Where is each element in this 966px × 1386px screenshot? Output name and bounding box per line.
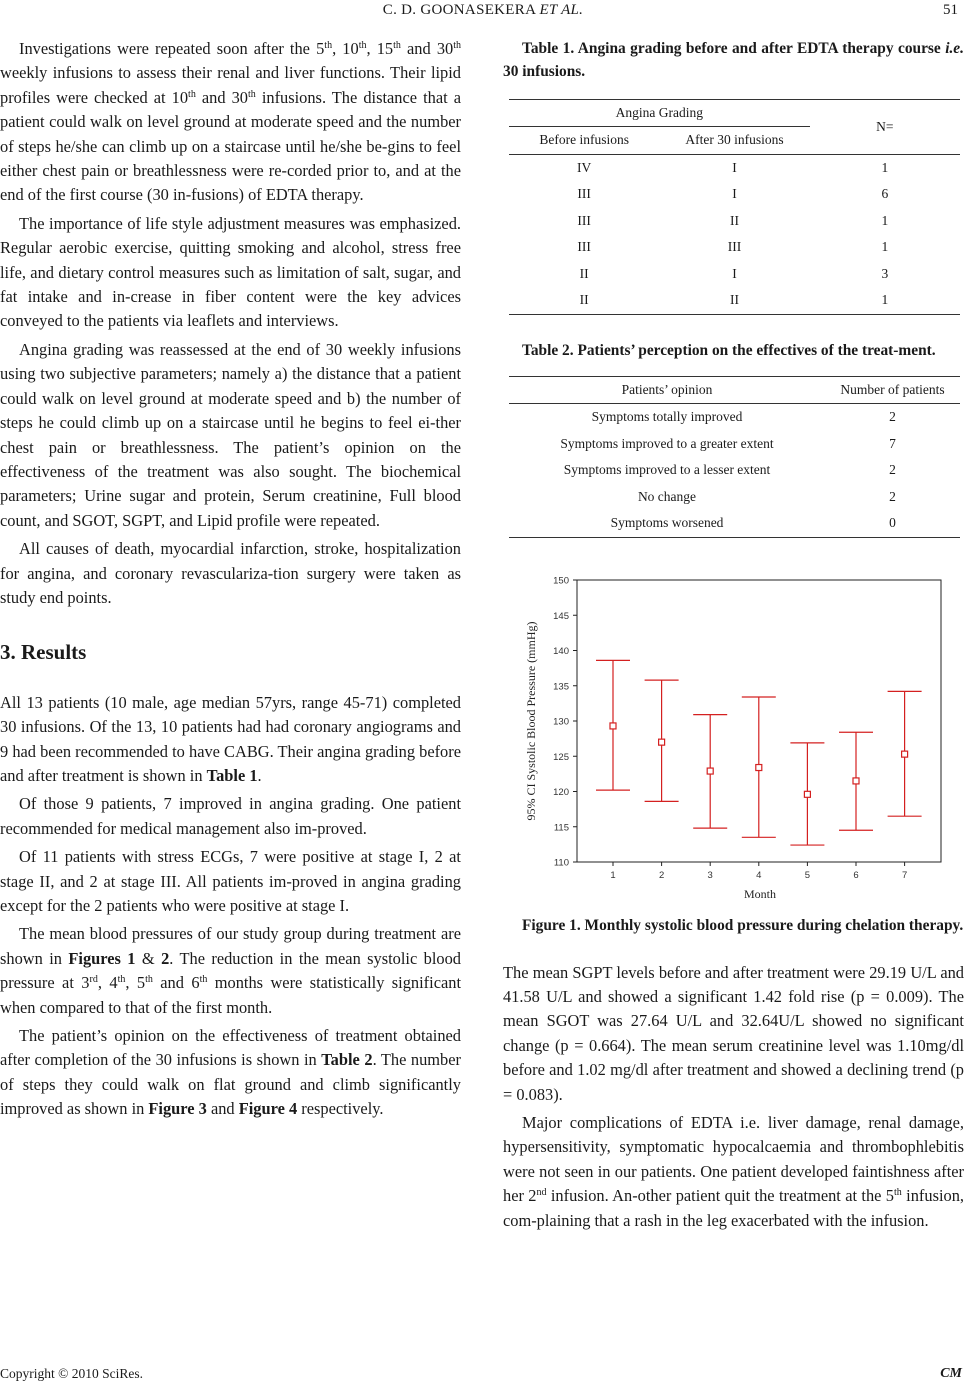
mean-marker (853, 777, 859, 783)
table2-caption: Table 2. Patients’ perception on the effectives of the treat-ment. (522, 341, 936, 359)
paragraph-stress-ecg: Of 11 patients with stress ECGs, 7 were positive at stage I, 2 at stage II, and 2 at stage III. All patients im-proved in angina grading except for the 2 patients who were positive at stage I. (0, 847, 461, 915)
mean-marker (902, 751, 908, 757)
table2-col-count: Number of patients (825, 376, 960, 404)
table2-row (509, 457, 960, 484)
table1-row (509, 261, 960, 288)
x-tick-label: 1 (610, 869, 616, 881)
table2-cell: 2 (889, 462, 896, 478)
table2-cell: Symptoms improved to a greater extent (560, 435, 774, 451)
y-tick-label: 130 (553, 716, 569, 727)
table2-cell: 0 (825, 510, 960, 537)
table1-cell: I (732, 265, 737, 281)
table1-header-row (509, 100, 960, 127)
mean-marker (804, 791, 810, 797)
table2-col-opinion: Patients’ opinion (509, 376, 825, 404)
mean-marker (756, 764, 762, 770)
table1-col-after: After 30 infusions (659, 127, 809, 155)
x-tick-label: 2 (658, 869, 665, 881)
mean-marker (707, 768, 713, 774)
mean-marker (610, 722, 616, 728)
mean-marker (659, 739, 665, 745)
running-title-etal: ET AL. (539, 2, 584, 18)
footer-journal: CM (940, 1366, 962, 1381)
table2-row (509, 484, 960, 511)
paragraph-opinion: The patient’s opinion on the effectiveness of treatment obtained after completion of the 30 infusions is shown in Table 2. The number of steps they could walk on flat ground and climb significantly improved as shown in Figure 3 and Figure 4 respectively. (0, 1026, 461, 1119)
x-tick-label: 3 (707, 869, 713, 881)
paragraph-investigations: Investigations were repeated soon after the 5th, 10th, 15th and 30th weekly infusions to assess their renal and liver functions. Their lipid profiles were checked at 10th and 30th infusions. The distance that a patient could walk on level ground at moderate speed and the number of steps he/she can climb up on a staircase until he/she be-gins to feel either chest pain or breathlessness were re-corded prior to, and at the end of the first course (30 in-fusions) of EDTA therapy. (0, 39, 461, 205)
running-title-authors: C. D. GOONASEKERA (382, 2, 536, 18)
paragraph-end-points: All causes of death, myocardial infarction, stroke, hospitalization for angina, and coronary revasculariza-tion surgery were taken as study end points. (0, 539, 461, 607)
paragraph-blood-pressure: The mean blood pressures of our study group during treatment are shown in Figures 1 & 2. The reduction in the mean systolic blood pressure at 3rd, 4th, 5th and 6th months were statistically significant when compared to that of the first month. (0, 924, 462, 1017)
y-tick-label: 115 (553, 821, 569, 833)
table1-row (509, 234, 960, 261)
x-tick-label: 4 (756, 869, 762, 881)
table1-cell: II (729, 212, 739, 228)
table2-cell: 2 (889, 488, 896, 504)
table1-cell: I (732, 186, 737, 202)
x-tick-label: 6 (853, 869, 859, 881)
paragraph-lifestyle: The importance of life style adjustment measures was emphasized. Regular aerobic exercise, quitting smoking and alcohol, stress free life, and dietary control measures such as limitation of salt, sugar, and fat intake and in-crease in fiber content were the key advices conveyed to the patients via leaflets and interviews. (0, 213, 461, 331)
table1-cell: III (727, 239, 742, 255)
table1-row (509, 287, 960, 314)
table1-group-header: Angina Grading (509, 100, 810, 127)
figure1-caption: Figure 1. Monthly systolic blood pressure during chelation therapy. (522, 916, 964, 934)
table1-cell: 3 (881, 265, 889, 281)
x-tick-label: 5 (804, 869, 811, 881)
figure1-chart (503, 564, 964, 914)
x-axis-label: Month (743, 886, 777, 901)
table1-col-before: Before infusions (509, 127, 659, 155)
table1-row (509, 154, 960, 181)
footer-copyright: Copyright © 2010 SciRes. (0, 1366, 144, 1381)
y-tick-label: 120 (553, 786, 569, 798)
table2-cell: Symptoms worsened (509, 510, 825, 537)
y-tick-label: 150 (553, 575, 569, 586)
y-tick-label: 125 (553, 751, 569, 763)
table1-cell: IV (577, 159, 592, 175)
table1-cell: III (577, 212, 591, 228)
table1-caption: Table 1. Angina grading before and after EDTA therapy course i.e. 30 infusions. (503, 40, 964, 80)
table2-cell: Symptoms improved to a lesser extent (563, 462, 771, 478)
table1-cell: III (577, 239, 591, 255)
table1-cell: 1 (881, 159, 889, 175)
table2-cell: 2 (889, 409, 896, 425)
table2-row (509, 404, 960, 431)
table2-body (509, 404, 960, 538)
left-column (0, 37, 461, 1122)
paragraph-angina-reassessed: Angina grading was reassessed at the end of 30 weekly infusions using two subjective parameters; namely a) the distance that a patient could walk on level ground at moderate speed and b) the number of steps he could climb up on a staircase until he begins to feel ei-ther chest pain or breathlessness. The patient’s opinion on the effectiveness of the treatment was also sought. The biochemical parameters; Urine sugar and protein, Serum creatinine, Full blood count, and SGOT, SGPT, and Lipid profile were repeated. (0, 339, 461, 530)
y-tick-label: 145 (553, 610, 569, 622)
section-heading-results: 3. Results (0, 640, 87, 665)
table1-cell: II (659, 287, 809, 314)
table1-cell: II (579, 265, 589, 281)
table1-cell: II (509, 287, 659, 314)
paragraph-sgpt: The mean SGPT levels before and after treatment were 29.19 U/L and 41.58 U/L and showed a significant 1.42 fold rise (p = 0.009). The mean SGOT was 27.64 U/L and 32.64U/L showed no significant change (p = 0.664). The mean serum creatinine level was 1.10mg/dl before and 1.02 mg/dl after treatment and showed a declining trend (p = 0.083). (503, 962, 964, 1104)
table1-body (509, 154, 960, 314)
table2-cell: Symptoms totally improved (591, 409, 743, 425)
table1-row (509, 208, 960, 235)
table2-header-row (509, 376, 960, 404)
table1-row (509, 181, 960, 208)
right-column (503, 37, 964, 1233)
table1-cell: 1 (810, 287, 960, 314)
blood-pressure-errorbar-chart (503, 564, 964, 914)
paragraph-complications: Major complications of EDTA i.e. liver damage, renal damage, hypersensitivity, symptomatic hypocalcaemia and thrombophlebitis were not seen in our patients. One patient developed faintishness after her 2nd infusion. An-other patient quit the treatment at the 5th infusion, com-plaining that a rash in the leg exacerbated with the infusion. (503, 1112, 964, 1230)
paragraph-patients: All 13 patients (10 male, age median 57yrs, range 45-71) completed 30 infusions. Of the 13, 10 patients had had coronary angiograms and 9 had been recommended to have CABG. Their angina grading before and after treatment is shown in Table 1. (0, 692, 461, 785)
table1-col-n: N= (810, 100, 960, 155)
table1-cell: III (577, 186, 591, 202)
running-title (0, 2, 966, 19)
y-axis-label: 95% CI Systolic Blood Pressure (mmHg) (524, 621, 538, 820)
page-number: 51 (943, 2, 958, 18)
paragraph-improved: Of those 9 patients, 7 improved in angina grading. One patient recommended for medical management also im-proved. (0, 794, 461, 838)
y-tick-label: 135 (553, 680, 569, 692)
table2-row (509, 510, 960, 537)
table1-cell: 6 (881, 186, 889, 202)
table2-cell: No change (637, 488, 697, 504)
table2-cell: 7 (889, 435, 896, 451)
table1-cell: 1 (881, 239, 889, 255)
table1-cell: I (732, 159, 737, 175)
table1 (509, 99, 960, 315)
x-tick-label: 7 (901, 869, 908, 881)
y-tick-label: 140 (553, 645, 569, 657)
table2-row (509, 431, 960, 458)
y-tick-label: 110 (553, 857, 569, 868)
table2 (509, 376, 960, 538)
table1-cell: 1 (881, 212, 889, 228)
